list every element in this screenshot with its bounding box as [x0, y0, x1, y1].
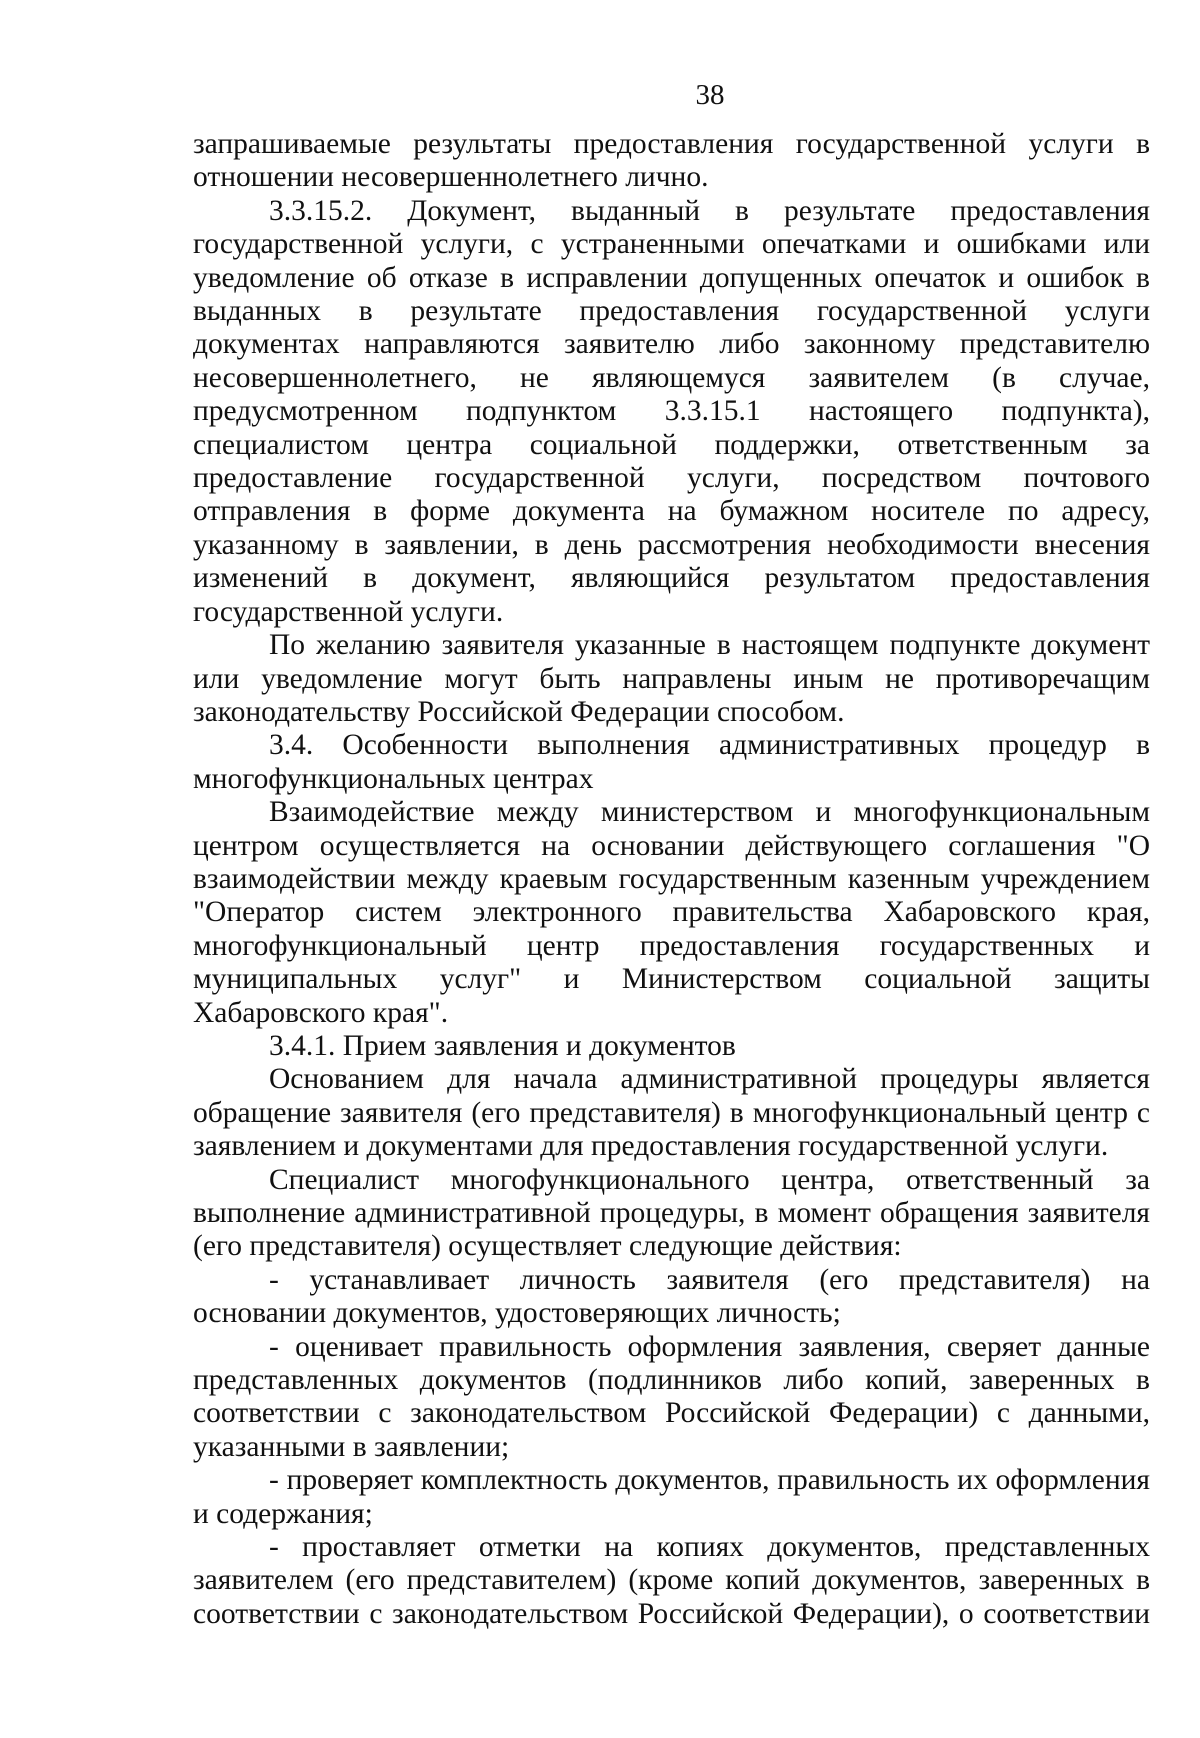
- list-item-identity: - устанавливает личность заявителя (его представителя) на основании документов, удостоверяющих личность;: [193, 1263, 1150, 1330]
- list-item-completeness: - проверяет комплектность документов, правильность их оформления и содержания;: [193, 1464, 1150, 1530]
- paragraph-3-3-15-2: 3.3.15.2. Документ, выданный в результате предоставления государственной услуги, с устраненными опечатками и ошибками или уведомление об отказе в исправлении допущенных опечаток и ошибок в выданных в результате предоставления государственной услуги документах направляются заявителю либо законному представителю несовершеннолетнего, не являющемуся заявителем (в случае, предусмотренном подпунктом 3.3.15.1 настоящего подпункта), специалистом центра социальной поддержки, ответственным за предоставление государственной услуги, посредством почтового отправления в форме документа на бумажном носителе по адресу, указанному в заявлении, в день рассмотрения необходимости внесения изменений в документ, являющийся результатом предоставления государственной услуги.: [193, 194, 1150, 628]
- list-item-marks: - проставляет отметки на копиях документов, представленных заявителем (его представителем) (кроме копий документов, заверенных в соответствии с законодательством Российской Федерации), о соответствии: [193, 1531, 1150, 1630]
- page-number: 38: [695, 79, 725, 111]
- list-item-evaluation: - оценивает правильность оформления заявления, сверяет данные представленных документов (подлинников либо копий, заверенных в соответствии с законодательством Российской Федерации) с данными, указанными в заявлении;: [193, 1330, 1150, 1463]
- document-body: [193, 128, 1150, 1631]
- paragraph-continuation: запрашиваемые результаты предоставления государственной услуги в отношении несовершеннолетнего лично.: [193, 128, 1150, 194]
- section-heading-3-4: 3.4. Особенности выполнения административных процедур в многофункциональных центрах: [193, 729, 1150, 795]
- section-heading-3-4-1: 3.4.1. Прием заявления и документов: [269, 1029, 736, 1062]
- paragraph-specialist: Специалист многофункционального центра, ответственный за выполнение административной процедуры, в момент обращения заявителя (его представителя) осуществляет следующие действия:: [193, 1163, 1150, 1263]
- paragraph-interaction: Взаимодействие между министерством и многофункциональным центром осуществляется на основании действующего соглашения "О взаимодействии между краевым государственным казенным учреждением "Оператор систем электронного правительства Хабаровского края, многофункциональный центр предоставления государственных и муниципальных услуг" и Министерством социальной защиты Хабаровского края".: [193, 796, 1150, 1029]
- paragraph-basis: Основанием для начала административной процедуры является обращение заявителя (его представителя) в многофункциональный центр с заявлением и документами для предоставления государственной услуги.: [193, 1063, 1150, 1163]
- paragraph-applicant-wish: По желанию заявителя указанные в настоящем подпункте документ или уведомление могут быть направлены иным не противоречащим законодательству Российской Федерации способом.: [193, 629, 1150, 728]
